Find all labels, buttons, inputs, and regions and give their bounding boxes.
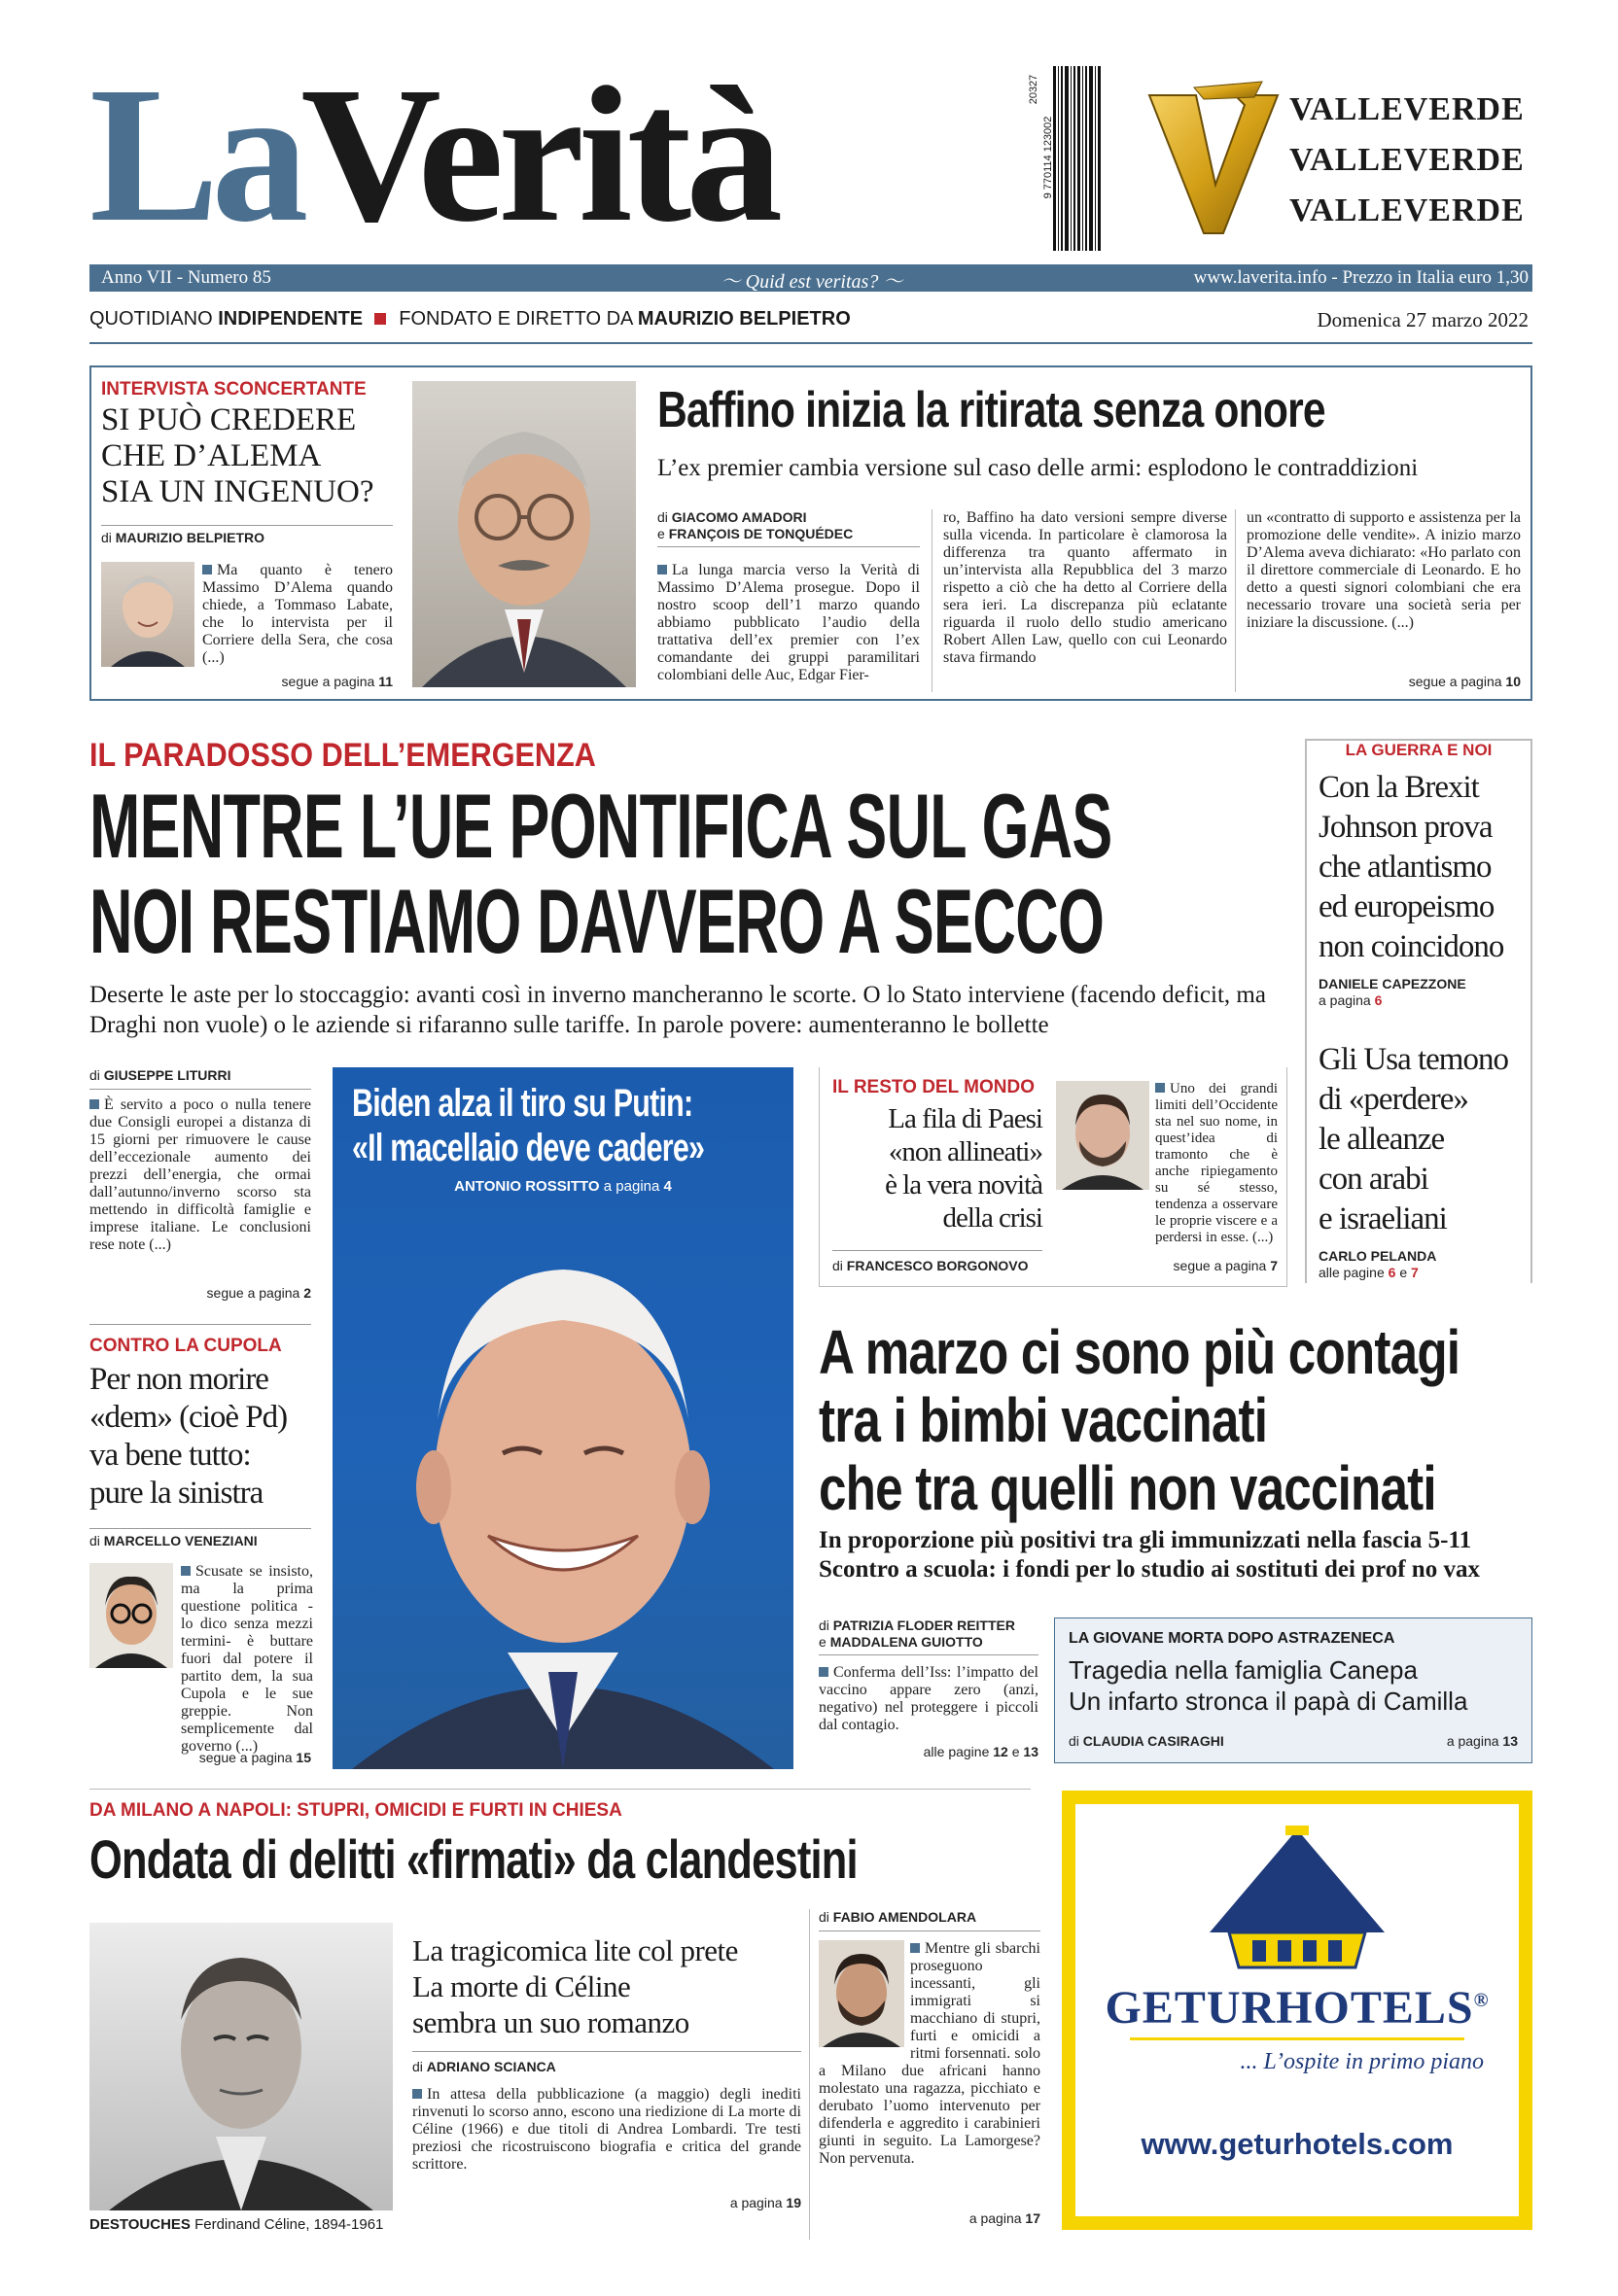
lead-kicker: IL PARADOSSO DELL’EMERGENZA [89,737,596,774]
hotel-roof-icon [1190,1826,1404,1971]
headline-line: La tragicomica lite col prete [412,1933,738,1967]
article-text: In attesa della pubblicazione (a maggio) degli inediti rinvenuti lo scorso anno, escono una riedizione di La morte di Céline (1966) e due titoli di Andrea Lombardi. Tre testi preziosi che ricostruiscono biografia e critica del grande scrittore. [412,2086,801,2173]
valleverde-name-3: VALLEVERDE [1289,192,1525,228]
segue-page: 15 [296,1750,311,1765]
celine-text [412,2086,801,2174]
page-number: 19 [786,2195,801,2210]
byline-di: di [89,1533,100,1548]
headline-line: della crisi [942,1202,1042,1234]
byline-di: di [101,530,112,545]
article-text: Mentre gli sbarchi proseguono incessanti, gli immigrati si macchiano di stupri, furti e omicidi a ritmi forsennati. solo a Milano due africani hanno molestato una ragazza, picchiato e derubato l’uomo intervenuto per difenderla e aggredito i carabinieri giunti in seguito. La Lamorgese? Non pervenuta. [819,1940,1040,2167]
byline-name: ANTONIO ROSSITTO [454,1178,600,1195]
page-number: 17 [1025,2210,1040,2226]
headline-line: Per non morire [89,1362,268,1397]
biden-headline-2: «Il macellaio deve cadere» [352,1127,705,1169]
segue-page: 2 [303,1285,311,1301]
tagline [89,308,851,330]
divider [819,1654,1038,1655]
byline-name: FABIO AMENDOLARA [832,1909,977,1925]
guerra-headline-1[interactable] [1319,768,1523,967]
resto-segue[interactable] [1056,1258,1278,1273]
biden-byline [333,1178,793,1195]
bullet-square-icon [819,1667,828,1677]
column-divider [809,1909,810,2240]
byline-di: e [657,526,665,541]
barcode-digits: 9 770114 123002 [1042,116,1054,199]
divider [89,1528,311,1529]
issue-number: Anno VII - Numero 85 [101,267,271,288]
biden-headline-1: Biden alza il tiro su Putin: [352,1082,693,1125]
celine-page[interactable] [412,2195,801,2210]
article-text: Scusate se insisto, ma la prima questione politica - lo dico senza mezzi termini- è buttare fuori dal potere il partito dem, la sua Cupola e le sue greppie. Non semplicemente dal governo (...) [181,1563,313,1755]
bullet-square-icon [89,1099,99,1109]
top-box-text [202,562,393,667]
article-text: Uno dei grandi limiti dell’Occidente sta nel suo nome, in quest’idea di tramonto che è anche ripiegamento su sé stesso, tendenza a osservare le proprie viscere e a perdersi in esse. (...) [1155,1081,1278,1245]
column-divider [1235,509,1236,692]
contagi-sub [819,1526,1480,1584]
divider [89,1324,311,1325]
cupola-byline [89,1533,258,1548]
site-price: www.laverita.info - Prezzo in Italia euro 1,30 [1193,267,1529,288]
date-weekday: Domenica [1317,308,1407,331]
headline-line: non coincidono [1319,929,1504,964]
headline-line: e israeliani [1319,1201,1447,1236]
byline-name: MARCELLO VENEZIANI [103,1533,258,1548]
byline-di: di [89,1067,100,1083]
headline-line: che atlantismo [1319,850,1492,885]
tagline-editor: MAURIZIO BELPIETRO [637,308,851,330]
ad-brand [1075,1981,1519,2035]
page-number: 4 [663,1178,672,1195]
lead-byline [89,1067,230,1083]
portrait-icon [89,1563,173,1668]
celine-headline[interactable] [412,1932,811,2040]
segue-page: 7 [1270,1258,1278,1273]
lead-sub: Deserte le aste per lo stoccaggio: avanti così in inverno mancheranno le scorte. O lo Stato interviene (facendo deficit, ma Draghi non vuole) o le aziende si rifaranno sulle tariffe. In parole povere: aumenteranno le bollette [89,982,1266,1038]
masthead-divider [89,342,1532,344]
astrazeneca-kicker: LA GIOVANE MORTA DOPO ASTRAZENECA [1069,1630,1395,1647]
page-label: a pagina [1319,992,1371,1008]
top-box-main-sub: L’ex premier cambia versione sul caso delle armi: esplodono le contraddizioni [657,455,1419,481]
astrazeneca-byline [1069,1733,1224,1749]
guerra-kicker: LA GUERRA E NOI [1345,741,1493,759]
headline-line: A marzo ci sono più contagi [819,1317,1460,1387]
celine-byline [412,2059,556,2074]
byline-name: GIUSEPPE LITURRI [103,1067,231,1083]
tagline-part: FONDATO E DIRETTO DA [399,308,638,330]
ad-underline [1130,2037,1464,2040]
byline-name: FRANÇOIS DE TONQUÉDEC [668,526,854,541]
bullet-square-icon [181,1566,191,1576]
portrait-icon [101,562,194,667]
cupola-segue[interactable] [89,1750,311,1765]
contagi-byline [819,1618,1015,1651]
portrait-icon [89,1923,393,2210]
article-text: La lunga marcia verso la Verità di Massimo D’Alema prosegue. Dopo il nostro scoop dell’1 marzo quando abbiamo pubblicato l’audio della trattativa dell’ex premier con l’ex comandante dei gruppi paramilitari colombiani delle Auc, Edgar Fier- [657,562,920,683]
bullet-square-icon [1155,1083,1165,1093]
bullet-square-icon [202,565,212,574]
page-number: 7 [1411,1265,1419,1280]
headline-line: SI PUÒ CREDERE [101,402,357,437]
ad-url[interactable]: www.geturhotels.com [1141,2127,1454,2161]
byline-name: PATRIZIA FLODER REITTER [832,1618,1015,1633]
astrazeneca-line-1: Tragedia nella famiglia Canepa [1069,1655,1418,1685]
byline-name: CLAUDIA CASIRAGHI [1082,1733,1224,1749]
article-text: È servito a poco o nulla tenere due Consigli europei a distanza di 15 giorni per rimuovere le cause dell’eccezionale aumento dei prezzi dell’energia, che ormai dall’autunno/inverno scorso sta mettendo in difficoltà famiglie e imprese italiane. Le conclusioni rese note (...) [89,1096,311,1253]
top-box-col-1 [657,562,920,684]
headline-line: è la vera novità [885,1169,1042,1200]
segue-page: 10 [1505,674,1521,689]
logo-verita: Verità [300,48,778,262]
headline-line: CHE D’ALEMA [101,438,322,473]
divider [412,2051,801,2052]
top-box-segue[interactable] [202,674,393,689]
headline-line: ed europeismo [1319,889,1495,924]
cupola-kicker: CONTRO LA CUPOLA [89,1336,282,1356]
guerra-headline-2[interactable] [1319,1040,1523,1239]
delitti-text [819,1940,1040,2168]
divider [832,1250,1042,1251]
delitti-headline[interactable]: Ondata di delitti «firmati» da clandestini [89,1828,858,1890]
date-day: 27 marzo 2022 [1406,308,1529,331]
page-number: 13 [1502,1733,1518,1749]
headline-line: di «perdere» [1319,1082,1468,1117]
top-box-main-headline[interactable]: Baffino inizia la ritirata senza onore [657,382,1325,438]
page-label: e [1399,1265,1408,1280]
resto-headline[interactable] [832,1102,1042,1235]
top-box-main-byline [657,509,853,542]
segue-label: segue a pagina [198,1750,293,1765]
headline-line: SIA UN INGENUO? [101,474,374,509]
byline-di: di [412,2059,423,2074]
red-square-icon [374,313,386,325]
headline-line: va bene tutto: [89,1438,251,1473]
page-label: alle pagine [1319,1265,1385,1280]
photo-spacer [819,1940,910,2049]
byline-name: FRANCESCO BORGONOVO [846,1258,1029,1273]
page-label: a pagina [1446,1733,1499,1749]
delitti-byline [819,1909,976,1925]
sub-line: In proporzione più positivi tra gli immunizzati nella fascia 5-11 [819,1527,1472,1553]
geturhotels-ad[interactable] [1062,1791,1532,2230]
headline-line: Gli Usa temono [1319,1042,1508,1077]
masthead-logo [89,48,906,262]
segue-page: 11 [378,674,393,689]
headline-line: «dem» (cioè Pd) [89,1400,288,1435]
sub-line: Scontro a scuola: i fondi per lo studio ai sostituti dei prof no vax [819,1556,1480,1583]
motto [671,265,953,294]
byline-di: di [1069,1733,1079,1749]
contagi-headline[interactable] [819,1318,1460,1522]
barcode-side: 20327 [1028,74,1039,105]
divider [101,525,393,526]
top-box-headline[interactable] [101,402,393,510]
article-text: Conferma dell’Iss: l’impatto del vaccino appare zero (anzi, negativo) nel proteggere i piccoli dal contagio. [819,1664,1038,1733]
borgonovo-photo [1056,1081,1149,1190]
page-number: 6 [1374,992,1383,1008]
page-number: 13 [1023,1744,1038,1759]
biden-portrait-icon [333,1196,793,1769]
byline-di: di [832,1258,843,1273]
byline-name: CARLO PELANDA [1319,1248,1437,1264]
byline-di: di [819,1909,829,1925]
delitti-kicker: DA MILANO A NAPOLI: STUPRI, OMICIDI E FURTI IN CHIESA [89,1800,622,1821]
byline-name: DANIELE CAPEZZONE [1319,976,1466,991]
ad-tagline: ... L’ospite in primo piano [1240,2049,1484,2074]
page-label: alle pagine [923,1744,990,1759]
page-label: a pagina [729,2195,783,2210]
headline-line: Con la Brexit [1319,770,1479,805]
headline-line: pure la sinistra [89,1476,264,1511]
divider [657,546,920,547]
segue-label: segue a pagina [281,674,375,689]
segue-label: segue a pagina [1408,674,1502,689]
byline-di: di [657,509,668,525]
valleverde-ad[interactable] [1145,78,1534,243]
byline-name: ADRIANO SCIANCA [426,2059,556,2074]
astrazeneca-page [1447,1733,1518,1749]
byline-di: di [819,1618,829,1633]
tagline-bold: INDIPENDENTE [218,308,364,330]
page-number: 12 [993,1744,1008,1759]
valleverde-v-icon [1145,78,1282,243]
headline-line: sembra un suo romanzo [412,2005,689,2039]
celine-photo [89,1923,393,2210]
headline-line: «non allineati» [888,1136,1042,1167]
astrazeneca-box[interactable] [1054,1618,1532,1763]
caption-name: DESTOUCHES [89,2216,191,2233]
page-label: e [1011,1744,1020,1759]
resto-kicker: IL RESTO DEL MONDO [832,1077,1035,1097]
top-box-col-3: un «contratto di supporto e assistenza per la promozione delle vendite». A inizio marzo D’Alema aveva dichiarato: «Ho parlato con il direttore commerciale di Leonardo. E ho detto a questi signori colombiani che era necessario trovare una società seria per iniziare la discussione. (...) [1247,509,1521,631]
page-label: a pagina [603,1178,660,1195]
veneziani-photo [89,1563,173,1668]
celine-caption [89,2216,383,2233]
guerra-byline-2 [1319,1248,1436,1281]
headline-line: con arabi [1319,1162,1428,1197]
byline-name: MAURIZIO BELPIETRO [115,530,265,545]
lead-headline-line-2[interactable]: NOI RESTIAMO DAVVERO A SECCO [89,870,1105,972]
resto-byline [832,1258,1028,1273]
headline-line: le alleanze [1319,1122,1445,1157]
motto-text: Quid est veritas? [745,271,879,293]
cupola-text [181,1563,313,1756]
headline-line: La morte di Céline [412,1969,631,2003]
delitti-page[interactable] [819,2210,1040,2226]
top-box-main-segue[interactable] [1247,674,1521,689]
segue-label: segue a pagina [206,1285,300,1301]
lead-headline-line-1[interactable]: MENTRE L’UE PONTIFICA SUL GAS [89,775,1112,877]
caption-text: Ferdinand Céline, 1894-1961 [194,2216,384,2233]
ad-brand-reg: ® [1473,1990,1490,2011]
resto-text [1155,1081,1278,1246]
page-label: a pagina [968,2210,1022,2226]
contagi-pages[interactable] [819,1744,1038,1759]
cupola-headline[interactable] [89,1361,313,1513]
lead-text [89,1096,311,1254]
byline-name: GIACOMO AMADORI [671,509,807,525]
valleverde-name-2: VALLEVERDE [1289,142,1525,178]
page-number: 6 [1388,1265,1396,1280]
segue-label: segue a pagina [1173,1258,1267,1273]
byline-name: MADDALENA GUIOTTO [829,1634,983,1650]
issue-date [1317,308,1529,332]
top-box-byline [101,530,264,545]
headline-line: tra i bimbi vaccinati [819,1385,1268,1455]
bullet-square-icon [910,1943,920,1953]
guerra-byline-1 [1319,976,1466,1009]
headline-line: che tra quelli non vaccinati [819,1453,1436,1523]
byline-di: e [819,1634,827,1650]
bullet-square-icon [657,565,667,574]
top-box-kicker: INTERVISTA SCONCERTANTE [101,379,367,400]
dalema-photo [412,381,636,687]
portrait-icon [412,381,636,687]
motto-wave-right: 〜 [878,271,903,293]
logo-la: La [89,48,301,262]
motto-wave-left: 〜 [721,271,746,293]
headline-line: Johnson prova [1319,810,1493,845]
tagline-part: QUOTIDIANO [89,308,219,330]
belpietro-photo [101,562,194,667]
bullet-square-icon [412,2089,422,2099]
valleverde-name-1: VALLEVERDE [1289,91,1525,127]
article-text: Ma quanto è tenero Massimo D’Alema quando chiede, a Tommaso Labate, che lo intervista per il Corriere della Sera, che cosa (...) [202,562,393,666]
divider [89,1089,311,1090]
astrazeneca-line-2: Un infarto stronca il papà di Camilla [1069,1687,1468,1716]
ad-brand-text: GETURHOTELS [1105,1982,1474,2034]
divider [89,1789,1031,1790]
portrait-icon [1056,1081,1149,1190]
lead-segue[interactable] [89,1285,311,1301]
contagi-text [819,1664,1038,1734]
top-box-col-2: ro, Baffino ha dato versioni sempre diverse sulla vicenda. In particolare è clamorosa la differenza tra quanto affermato in un’intervista alla Repubblica del 3 marzo rispetto a ciò che ha detto al Corriere della sera ieri. La discrepanza più eclatante riguarda il ruolo dello studio americano Robert Allen Law, quello con cui Leonardo stava firmando [943,509,1227,666]
headline-line: La fila di Paesi [888,1103,1042,1134]
barcode [1028,66,1102,251]
biden-feature[interactable] [333,1067,793,1769]
